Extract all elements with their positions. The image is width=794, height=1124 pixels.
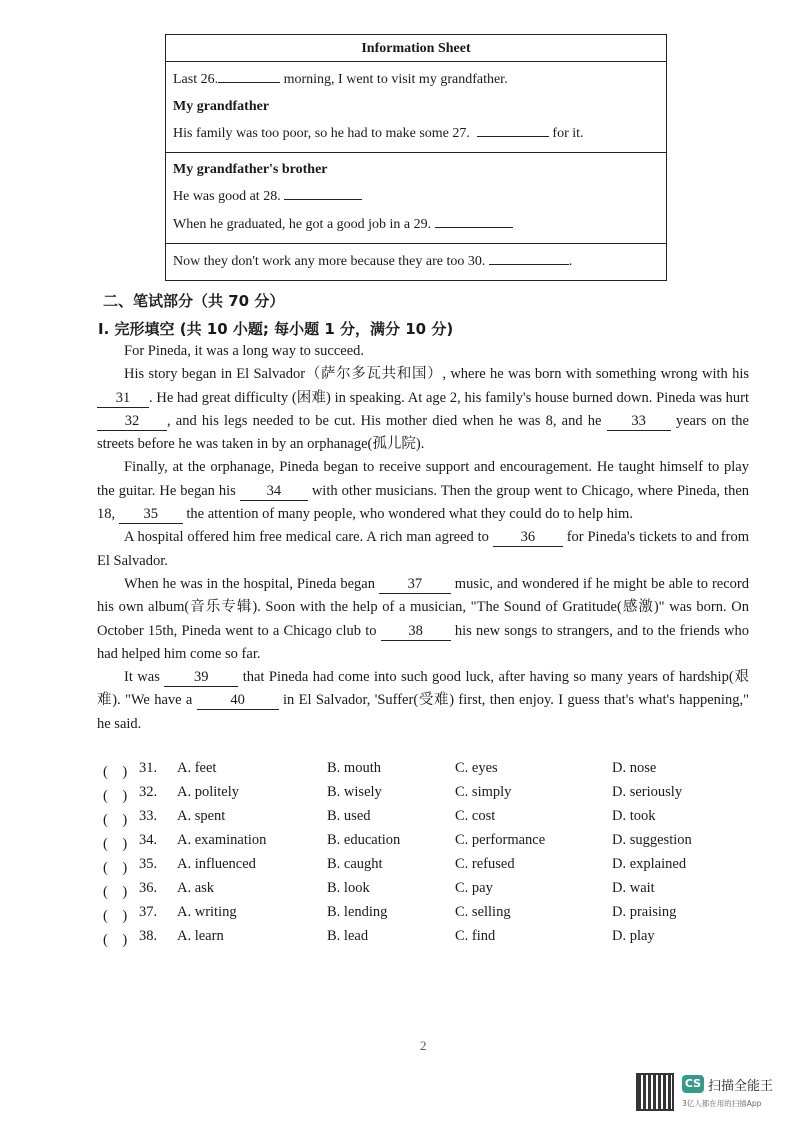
option-c: C. performance (455, 832, 546, 848)
info-line-27-post: for it. (548, 126, 584, 141)
option-c: C. simply (455, 784, 512, 800)
option-b: B. caught (327, 856, 383, 872)
option-a: A. examination (177, 832, 267, 848)
gap-36: 36 (493, 529, 563, 547)
option-a: A. influenced (177, 856, 256, 872)
gap-33: 33 (607, 413, 671, 431)
camscanner-logo: CS (682, 1075, 704, 1093)
passage-text: the attention of many people, who wondered what they could do to help him. (182, 506, 633, 523)
option-c: C. eyes (455, 760, 498, 776)
question-row (97, 928, 747, 952)
info-line-28 (173, 183, 659, 211)
answer-options-list (97, 760, 747, 952)
option-d: D. explained (612, 856, 687, 872)
info-line-26-post: morning, I went to visit my grandfather. (280, 72, 508, 87)
blank-29 (435, 213, 513, 228)
grandfather-heading: My grandfather (173, 99, 270, 114)
option-a: A. feet (177, 760, 217, 776)
passage-text: that Pineda had come into such good luck, after having so many years of hardship(艰难). "We have a (97, 669, 749, 709)
passage-paragraph-4 (97, 526, 749, 573)
info-line-29-text: When he graduated, he got a good job in a 29. (173, 217, 432, 232)
option-b: B. lead (327, 928, 369, 944)
answer-bracket[interactable]: ( ) (103, 884, 128, 900)
passage-paragraph-1: For Pineda, it was a long way to succeed. (124, 343, 365, 359)
passage-text: His story began in El Salvador（萨尔多瓦共和国）, where he was born with something wrong with his (124, 366, 749, 383)
question-row (97, 904, 747, 928)
answer-bracket[interactable]: ( ) (103, 788, 128, 804)
option-d: D. took (612, 808, 656, 824)
option-b: B. education (327, 832, 401, 848)
passage-paragraph-2 (97, 363, 749, 456)
question-row (97, 784, 747, 808)
option-c: C. find (455, 928, 496, 944)
question-row (97, 880, 747, 904)
option-d: D. praising (612, 904, 677, 920)
info-line-26 (173, 66, 659, 94)
info-sheet-title: Information Sheet (361, 41, 471, 56)
option-c: C. pay (455, 880, 493, 896)
option-c: C. cost (455, 808, 496, 824)
cloze-passage (97, 340, 749, 736)
section-title: 二、笔试部分（共 70 分） (103, 292, 285, 310)
question-row (97, 808, 747, 832)
info-line-29 (173, 211, 659, 239)
page-number: 2 (420, 1038, 427, 1053)
answer-bracket[interactable]: ( ) (103, 812, 128, 828)
passage-text: , and his legs needed to be cut. His mother died when he was 8, and he (167, 412, 607, 429)
gap-39: 39 (164, 669, 238, 687)
option-d: D. wait (612, 880, 655, 896)
passage-text: It was (124, 669, 165, 686)
passage-text: . He had great difficulty (困难) in speaking. At age 2, his family's house burned down. Pineda was hurt (149, 389, 749, 406)
passage-text: Finally, at the orphanage, Pineda began to receive support and encouragement. He taught himself to play the guitar. He began his (97, 459, 749, 499)
gap-31: 31 (97, 390, 149, 408)
answer-bracket[interactable]: ( ) (103, 836, 128, 852)
passage-text: for Pineda's tickets to and from El Salvador. (97, 529, 749, 569)
blank-30 (489, 250, 569, 265)
question-number: 34. (139, 832, 158, 848)
question-number: 35. (139, 856, 158, 872)
question-number: 37. (139, 904, 158, 920)
camscanner-watermark (636, 1073, 786, 1113)
answer-bracket[interactable]: ( ) (103, 764, 128, 780)
answer-bracket[interactable]: ( ) (103, 932, 128, 948)
option-b: B. look (327, 880, 370, 896)
passage-text: in El Salvador, 'Suffer(受难) first, then enjoy. I guess that's what's happening," he said. (97, 692, 750, 732)
question-row (97, 832, 747, 856)
option-c: C. refused (455, 856, 515, 872)
gap-40: 40 (197, 692, 279, 710)
info-line-27-pre: His family was too poor, so he had to make some 27. (173, 126, 470, 141)
question-number: 38. (139, 928, 158, 944)
info-line-30-pre: Now they don't work any more because they are too 30. (173, 254, 486, 269)
option-b: B. used (327, 808, 371, 824)
passage-text: years on the streets before he was taken in by an orphanage(孤儿院). (97, 412, 749, 453)
gap-37: 37 (379, 576, 451, 594)
gap-32: 32 (97, 413, 167, 431)
question-number: 31. (139, 760, 158, 776)
question-row (97, 760, 747, 784)
passage-text: music, and wondered if he might be able to record his own album(音乐专辑). Soon with the help of a musician, "The Sound of Gratitude(感激)" was born. On October 15th, Pineda went to a Chicago club to (97, 575, 750, 639)
answer-bracket[interactable]: ( ) (103, 860, 128, 876)
brother-heading: My grandfather's brother (173, 162, 328, 177)
passage-paragraph-5 (97, 573, 749, 666)
passage-paragraph-6 (97, 666, 749, 736)
info-line-30 (173, 248, 659, 276)
info-line-30-post: . (568, 254, 573, 269)
blank-28 (284, 185, 362, 200)
question-number: 33. (139, 808, 158, 824)
option-a: A. writing (177, 904, 237, 920)
gap-35: 35 (119, 506, 183, 524)
passage-paragraph-3 (97, 456, 749, 526)
option-d: D. suggestion (612, 832, 692, 848)
option-b: B. wisely (327, 784, 382, 800)
option-a: A. learn (177, 928, 224, 944)
passage-text: with other musicians. Then the group went to Chicago, where Pineda, then 18, (97, 482, 749, 523)
option-d: D. seriously (612, 784, 683, 800)
option-d: D. nose (612, 760, 657, 776)
passage-text: his new songs to strangers, and to the friends who had helped him come so far. (97, 622, 749, 662)
info-line-26-pre: Last 26. (173, 72, 219, 87)
camscanner-tagline: 3亿人都在用的扫描App (682, 1099, 762, 1108)
answer-bracket[interactable]: ( ) (103, 908, 128, 924)
passage-text: When he was in the hospital, Pineda began (124, 575, 379, 592)
question-number: 36. (139, 880, 158, 896)
gap-38: 38 (381, 623, 451, 641)
question-number: 32. (139, 784, 158, 800)
option-a: A. politely (177, 784, 240, 800)
option-a: A. spent (177, 808, 226, 824)
blank-27 (477, 122, 549, 137)
option-c: C. selling (455, 904, 511, 920)
gap-34: 34 (240, 483, 308, 501)
camscanner-name: 扫描全能王 (708, 1079, 774, 1094)
info-line-28-text: He was good at 28. (173, 189, 281, 204)
info-line-27 (173, 120, 659, 148)
blank-26 (218, 68, 280, 83)
option-a: A. ask (177, 880, 215, 896)
cloze-part-title: I. 完形填空 (共 10 小题; 每小题 1 分，满分 10 分) (98, 320, 454, 338)
information-sheet-table (165, 34, 667, 281)
option-b: B. mouth (327, 760, 381, 776)
option-b: B. lending (327, 904, 388, 920)
option-d: D. play (612, 928, 655, 944)
question-row (97, 856, 747, 880)
qr-code-icon (636, 1073, 674, 1111)
passage-text: A hospital offered him free medical care. A rich man agreed to (124, 529, 493, 546)
